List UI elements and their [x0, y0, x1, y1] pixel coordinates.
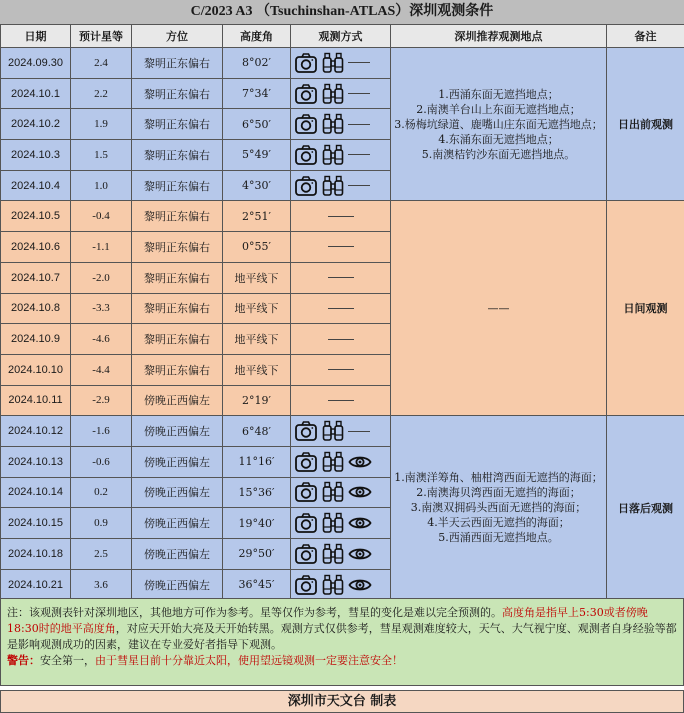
cell-altitude: 2°19′ [223, 385, 291, 416]
site-item: 5.西涌西面无遮挡地点。 [438, 531, 559, 545]
no-method-dash [348, 124, 370, 125]
cell-magnitude: 2.5 [71, 539, 132, 570]
cell-method [291, 446, 391, 477]
cell-altitude: 地平线下 [223, 324, 291, 355]
header-altitude: 高度角 [223, 25, 291, 48]
no-method-dash [328, 277, 354, 278]
header-note: 备注 [607, 25, 684, 48]
cell-direction: 黎明正东偏右 [132, 140, 223, 171]
method-icons [291, 233, 390, 261]
cell-magnitude: 0.9 [71, 508, 132, 539]
cell-direction: 傍晚正西偏左 [132, 385, 223, 416]
cell-date: 2024.10.7 [1, 262, 71, 293]
cell-method [291, 293, 391, 324]
site-item: 4.东涌东面无遮挡地点； [438, 132, 559, 146]
cell-date: 2024.10.9 [1, 324, 71, 355]
cell-method [291, 324, 391, 355]
cell-date: 2024.10.15 [1, 508, 71, 539]
no-method-dash [328, 369, 354, 370]
cell-direction: 傍晚正西偏左 [132, 508, 223, 539]
cell-direction: 黎明正东偏右 [132, 293, 223, 324]
method-icons [291, 356, 390, 384]
method-icons [291, 571, 390, 599]
cell-method [291, 48, 391, 79]
no-method-dash [328, 246, 354, 247]
site-item: 2.南澳羊台山上东面无遮挡地点； [416, 102, 581, 116]
method-icons [291, 202, 390, 230]
cell-method [291, 78, 391, 109]
no-method-dash [328, 216, 354, 217]
binoculars-icon [321, 511, 345, 535]
cell-method [291, 477, 391, 508]
binoculars-icon [321, 174, 345, 198]
warning-text-b: 由于彗星目前十分靠近太阳，使用望远镜观测一定要注意安全！ [95, 654, 403, 667]
table-row [1, 416, 684, 447]
cell-date: 2024.10.10 [1, 354, 71, 385]
header-method: 观测方式 [291, 25, 391, 48]
binoculars-icon [321, 112, 345, 136]
method-icons [291, 264, 390, 292]
header-magnitude: 预计星等 [71, 25, 132, 48]
cell-magnitude: 1.0 [71, 170, 132, 201]
cell-direction: 黎明正东偏右 [132, 201, 223, 232]
cell-method [291, 140, 391, 171]
cell-altitude: 0°55′ [223, 232, 291, 263]
binoculars-icon [321, 82, 345, 106]
note-text-highlight: 高度角是指早上5:30或者傍晚18:30时的地平高度角 [7, 606, 648, 635]
camera-icon [294, 450, 318, 474]
method-icons [291, 80, 390, 108]
cell-date: 2024.10.4 [1, 170, 71, 201]
method-icons [291, 417, 390, 445]
table-body [1, 48, 684, 600]
header-date: 日期 [1, 25, 71, 48]
cell-altitude: 6°48′ [223, 416, 291, 447]
no-method-dash [348, 154, 370, 155]
page-title: C/2023 A3 （Tsuchinshan-ATLAS）深圳观测条件 [0, 0, 684, 25]
cell-magnitude: -0.6 [71, 446, 132, 477]
cell-direction: 傍晚正西偏左 [132, 539, 223, 570]
no-method-dash [348, 62, 370, 63]
cell-magnitude: -2.0 [71, 262, 132, 293]
cell-altitude: 8°02′ [223, 48, 291, 79]
method-icons [291, 49, 390, 77]
table-header-row [1, 25, 684, 48]
cell-direction: 傍晚正西偏左 [132, 446, 223, 477]
cell-date: 2024.10.5 [1, 201, 71, 232]
cell-method [291, 170, 391, 201]
cell-date: 2024.10.2 [1, 109, 71, 140]
binoculars-icon [321, 419, 345, 443]
no-method-dash [328, 400, 354, 401]
binoculars-icon [321, 542, 345, 566]
cell-date: 2024.10.3 [1, 140, 71, 171]
cell-magnitude: -1.1 [71, 232, 132, 263]
note-text-a: 注：该观测表针对深圳地区，其他地方可作为参考。星等仅作为参考，彗星的变化是难以完全预测的。 [7, 606, 502, 619]
sites-dash: —— [487, 301, 510, 315]
camera-icon [294, 542, 318, 566]
warning-text-a: 安全第一， [40, 654, 95, 667]
cell-altitude: 36°45′ [223, 569, 291, 600]
camera-icon [294, 419, 318, 443]
site-item: 3.杨梅坑绿道、鹿嘴山庄东面无遮挡地点； [394, 117, 603, 131]
method-icons [291, 540, 390, 568]
cell-date: 2024.10.1 [1, 78, 71, 109]
method-icons [291, 478, 390, 506]
eye-icon [348, 480, 372, 504]
cell-altitude: 7°34′ [223, 78, 291, 109]
cell-date: 2024.10.6 [1, 232, 71, 263]
no-method-dash [348, 93, 370, 94]
cell-date: 2024.10.12 [1, 416, 71, 447]
cell-magnitude: 0.2 [71, 477, 132, 508]
cell-magnitude: -4.4 [71, 354, 132, 385]
cell-altitude: 地平线下 [223, 262, 291, 293]
cell-method [291, 262, 391, 293]
camera-icon [294, 143, 318, 167]
cell-note: 日落后观测 [607, 416, 684, 600]
cell-date: 2024.10.21 [1, 569, 71, 600]
cell-magnitude: -0.4 [71, 201, 132, 232]
cell-direction: 黎明正东偏右 [132, 109, 223, 140]
cell-magnitude: 2.4 [71, 48, 132, 79]
cell-method [291, 508, 391, 539]
header-direction: 方位 [132, 25, 223, 48]
cell-altitude: 5°49′ [223, 140, 291, 171]
no-method-dash [348, 185, 370, 186]
cell-direction: 黎明正东偏右 [132, 48, 223, 79]
cell-magnitude: 1.9 [71, 109, 132, 140]
site-item: 3.南澳双拥码头西面无遮挡的海面； [410, 501, 587, 515]
cell-date: 2024.10.8 [1, 293, 71, 324]
cell-altitude: 6°50′ [223, 109, 291, 140]
method-icons [291, 294, 390, 322]
cell-date: 2024.09.30 [1, 48, 71, 79]
cell-method [291, 201, 391, 232]
cell-magnitude: 3.6 [71, 569, 132, 600]
no-method-dash [348, 431, 370, 432]
cell-method [291, 385, 391, 416]
cell-direction: 黎明正东偏右 [132, 170, 223, 201]
cell-direction: 黎明正东偏右 [132, 78, 223, 109]
warning-label: 警告： [7, 654, 40, 667]
method-icons [291, 110, 390, 138]
cell-magnitude: -2.9 [71, 385, 132, 416]
cell-altitude: 29°50′ [223, 539, 291, 570]
cell-method [291, 539, 391, 570]
eye-icon [348, 573, 372, 597]
cell-sites [391, 201, 607, 416]
table-row [1, 201, 684, 232]
cell-date: 2024.10.11 [1, 385, 71, 416]
cell-direction: 黎明正东偏右 [132, 324, 223, 355]
cell-method [291, 232, 391, 263]
cell-altitude: 地平线下 [223, 354, 291, 385]
method-icons [291, 509, 390, 537]
cell-note: 日间观测 [607, 201, 684, 416]
camera-icon [294, 112, 318, 136]
method-icons [291, 325, 390, 353]
cell-magnitude: -4.6 [71, 324, 132, 355]
cell-direction: 傍晚正西偏左 [132, 416, 223, 447]
camera-icon [294, 51, 318, 75]
cell-direction: 黎明正东偏右 [132, 262, 223, 293]
eye-icon [348, 511, 372, 535]
no-method-dash [328, 308, 354, 309]
camera-icon [294, 480, 318, 504]
cell-method [291, 416, 391, 447]
site-item: 5.南澳桔钓沙东面无遮挡地点。 [421, 147, 576, 161]
cell-direction: 黎明正东偏右 [132, 232, 223, 263]
no-method-dash [328, 339, 354, 340]
cell-magnitude: -1.6 [71, 416, 132, 447]
binoculars-icon [321, 573, 345, 597]
cell-altitude: 19°40′ [223, 508, 291, 539]
cell-altitude: 地平线下 [223, 293, 291, 324]
cell-direction: 傍晚正西偏左 [132, 569, 223, 600]
site-item: 2.南澳海贝湾西面无遮挡的海面； [416, 486, 581, 500]
cell-altitude: 2°51′ [223, 201, 291, 232]
camera-icon [294, 511, 318, 535]
site-item: 1.南澳洋筹角、柚柑湾西面无遮挡的海面； [394, 471, 603, 485]
eye-icon [348, 542, 372, 566]
method-icons [291, 386, 390, 414]
camera-icon [294, 82, 318, 106]
note-text-c: ，对应天开始大亮及天开始转黑。观测方式仅供参考，彗星观测难度较大，天气、大气视宁度、观测者自身经验等都是影响观测成功的因素，建议在专业爱好者指导下观测。 [7, 622, 677, 651]
cell-magnitude: -3.3 [71, 293, 132, 324]
camera-icon [294, 174, 318, 198]
method-icons [291, 172, 390, 200]
method-icons [291, 448, 390, 476]
observation-table [0, 24, 684, 600]
header-sites: 深圳推荐观测地点 [391, 25, 607, 48]
binoculars-icon [321, 480, 345, 504]
cell-date: 2024.10.14 [1, 477, 71, 508]
cell-date: 2024.10.13 [1, 446, 71, 477]
cell-note: 日出前观测 [607, 48, 684, 201]
cell-magnitude: 2.2 [71, 78, 132, 109]
site-item: 4.半天云西面无遮挡的海面； [427, 516, 570, 530]
credit-line: 深圳市天文台 制表 [0, 690, 684, 713]
footer-note [0, 598, 684, 686]
site-item: 1.西涌东面无遮挡地点； [438, 87, 559, 101]
cell-altitude: 11°16′ [223, 446, 291, 477]
cell-altitude: 4°30′ [223, 170, 291, 201]
method-icons [291, 141, 390, 169]
cell-method [291, 569, 391, 600]
table-row [1, 48, 684, 79]
cell-method [291, 354, 391, 385]
cell-sites [391, 48, 607, 201]
cell-sites [391, 416, 607, 600]
binoculars-icon [321, 143, 345, 167]
binoculars-icon [321, 450, 345, 474]
cell-date: 2024.10.18 [1, 539, 71, 570]
cell-altitude: 15°36′ [223, 477, 291, 508]
binoculars-icon [321, 51, 345, 75]
eye-icon [348, 450, 372, 474]
cell-method [291, 109, 391, 140]
cell-direction: 傍晚正西偏左 [132, 477, 223, 508]
cell-direction: 黎明正东偏右 [132, 354, 223, 385]
cell-magnitude: 1.5 [71, 140, 132, 171]
camera-icon [294, 573, 318, 597]
